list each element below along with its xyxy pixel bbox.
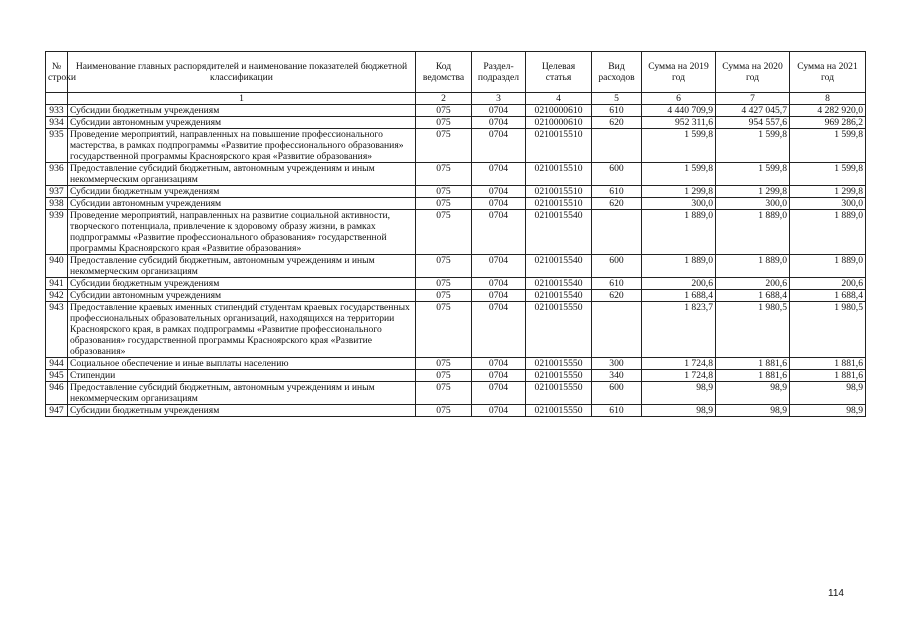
table-row [46, 129, 866, 163]
table-row [46, 382, 866, 405]
expense-kind: 610 [592, 186, 642, 198]
col-header-section: Раздел-подраздел [472, 52, 526, 93]
column-number: 3 [472, 93, 526, 105]
section-code: 0704 [472, 358, 526, 370]
dept-code: 075 [416, 405, 472, 417]
target-article: 0210015540 [526, 290, 592, 302]
target-article: 0210000610 [526, 117, 592, 129]
expense-kind: 600 [592, 163, 642, 186]
sum-2019: 200,6 [642, 278, 716, 290]
table-row [46, 302, 866, 358]
sum-2020: 1 980,5 [716, 302, 790, 358]
col-header-dept-code: Код ведомства [416, 52, 472, 93]
target-article: 0210015550 [526, 302, 592, 358]
row-name: Субсидии бюджетным учреждениям [68, 186, 416, 198]
row-number: 939 [46, 210, 68, 255]
budget-table [45, 51, 866, 417]
dept-code: 075 [416, 382, 472, 405]
sum-2020: 200,6 [716, 278, 790, 290]
sum-2021: 1 980,5 [790, 302, 866, 358]
expense-kind: 620 [592, 198, 642, 210]
row-name: Субсидии бюджетным учреждениям [68, 278, 416, 290]
expense-kind: 600 [592, 382, 642, 405]
row-number: 942 [46, 290, 68, 302]
col-header-sum-2021: Сумма на 2021 год [790, 52, 866, 93]
table-row [46, 105, 866, 117]
row-number: 938 [46, 198, 68, 210]
column-number: 6 [642, 93, 716, 105]
col-header-target-article: Целевая статья [526, 52, 592, 93]
row-name: Предоставление субсидий бюджетным, автономным учреждениям и иным некоммерческим организациям [68, 255, 416, 278]
section-code: 0704 [472, 129, 526, 163]
target-article: 0210015550 [526, 405, 592, 417]
sum-2020: 300,0 [716, 198, 790, 210]
dept-code: 075 [416, 186, 472, 198]
section-code: 0704 [472, 105, 526, 117]
sum-2020: 954 557,6 [716, 117, 790, 129]
target-article: 0210015510 [526, 198, 592, 210]
table-row [46, 358, 866, 370]
sum-2019: 952 311,6 [642, 117, 716, 129]
row-number: 936 [46, 163, 68, 186]
sum-2021: 1 299,8 [790, 186, 866, 198]
table-row [46, 290, 866, 302]
row-name: Предоставление субсидий бюджетным, автономным учреждениям и иным некоммерческим организациям [68, 163, 416, 186]
row-name: Проведение мероприятий, направленных на развитие социальной активности, творческого потенциала, привлечение к здоровому образу жизни, в рамках подпрограммы «Развитие профессионального образования» государственной программы Красноярского края «Развитие образования» [68, 210, 416, 255]
sum-2019: 4 440 709,9 [642, 105, 716, 117]
sum-2019: 1 889,0 [642, 210, 716, 255]
target-article: 0210015550 [526, 358, 592, 370]
table-row [46, 370, 866, 382]
dept-code: 075 [416, 302, 472, 358]
row-number: 944 [46, 358, 68, 370]
section-code: 0704 [472, 382, 526, 405]
sum-2020: 1 599,8 [716, 163, 790, 186]
column-number: 7 [716, 93, 790, 105]
section-code: 0704 [472, 210, 526, 255]
expense-kind: 610 [592, 278, 642, 290]
row-name: Социальное обеспечение и иные выплаты населению [68, 358, 416, 370]
expense-kind: 620 [592, 290, 642, 302]
dept-code: 075 [416, 105, 472, 117]
section-code: 0704 [472, 117, 526, 129]
sum-2019: 1 688,4 [642, 290, 716, 302]
sum-2019: 1 599,8 [642, 163, 716, 186]
row-number: 940 [46, 255, 68, 278]
row-name: Субсидии бюджетным учреждениям [68, 105, 416, 117]
col-header-sum-2020: Сумма на 2020 год [716, 52, 790, 93]
sum-2021: 300,0 [790, 198, 866, 210]
sum-2019: 1 299,8 [642, 186, 716, 198]
row-number: 943 [46, 302, 68, 358]
section-code: 0704 [472, 163, 526, 186]
column-number: 5 [592, 93, 642, 105]
column-number [46, 93, 68, 105]
dept-code: 075 [416, 370, 472, 382]
dept-code: 075 [416, 117, 472, 129]
sum-2021: 1 599,8 [790, 163, 866, 186]
sum-2019: 1 599,8 [642, 129, 716, 163]
header-row [46, 52, 866, 93]
target-article: 0210015510 [526, 163, 592, 186]
row-number: 945 [46, 370, 68, 382]
page-number: 114 [828, 588, 844, 599]
sum-2020: 1 599,8 [716, 129, 790, 163]
section-code: 0704 [472, 290, 526, 302]
row-number: 937 [46, 186, 68, 198]
sum-2019: 1 724,8 [642, 370, 716, 382]
target-article: 0210015540 [526, 255, 592, 278]
col-header-sum-2019: Сумма на 2019 год [642, 52, 716, 93]
dept-code: 075 [416, 163, 472, 186]
sum-2020: 1 881,6 [716, 370, 790, 382]
row-number: 935 [46, 129, 68, 163]
row-name: Стипендии [68, 370, 416, 382]
row-name: Предоставление краевых именных стипендий студентам краевых государственных профессиональных образовательных организаций, находящихся на территории Красноярского края, в рамках подпрограммы «Развитие профессионального образования» государственной программы Красноярского края «Развитие образования» [68, 302, 416, 358]
expense-kind: 620 [592, 117, 642, 129]
section-code: 0704 [472, 198, 526, 210]
column-number: 8 [790, 93, 866, 105]
row-number: 941 [46, 278, 68, 290]
sum-2021: 98,9 [790, 382, 866, 405]
sum-2019: 1 724,8 [642, 358, 716, 370]
section-code: 0704 [472, 370, 526, 382]
sum-2019: 1 823,7 [642, 302, 716, 358]
row-number: 947 [46, 405, 68, 417]
row-name: Предоставление субсидий бюджетным, автономным учреждениям и иным некоммерческим организациям [68, 382, 416, 405]
row-name: Субсидии автономным учреждениям [68, 290, 416, 302]
sum-2020: 1 889,0 [716, 210, 790, 255]
sum-2020: 98,9 [716, 405, 790, 417]
sum-2021: 1 881,6 [790, 370, 866, 382]
target-article: 0210015510 [526, 129, 592, 163]
table-row [46, 255, 866, 278]
col-header-row-number: № строки [46, 52, 68, 93]
section-code: 0704 [472, 278, 526, 290]
col-header-expense-kind: Вид расходов [592, 52, 642, 93]
dept-code: 075 [416, 358, 472, 370]
row-number: 946 [46, 382, 68, 405]
sum-2021: 200,6 [790, 278, 866, 290]
target-article: 0210015510 [526, 186, 592, 198]
sum-2020: 1 889,0 [716, 255, 790, 278]
sum-2020: 4 427 045,7 [716, 105, 790, 117]
sum-2020: 98,9 [716, 382, 790, 405]
row-name: Проведение мероприятий, направленных на повышение профессионального мастерства, в рамках подпрограммы «Развитие профессионального образования» государственной программы Красноярского края «Развитие образования» [68, 129, 416, 163]
expense-kind: 340 [592, 370, 642, 382]
section-code: 0704 [472, 405, 526, 417]
dept-code: 075 [416, 129, 472, 163]
dept-code: 075 [416, 198, 472, 210]
sum-2019: 98,9 [642, 405, 716, 417]
target-article: 0210000610 [526, 105, 592, 117]
sum-2021: 1 889,0 [790, 210, 866, 255]
dept-code: 075 [416, 290, 472, 302]
sum-2021: 969 286,2 [790, 117, 866, 129]
sum-2021: 1 599,8 [790, 129, 866, 163]
sum-2020: 1 881,6 [716, 358, 790, 370]
sum-2019: 98,9 [642, 382, 716, 405]
table-row [46, 405, 866, 417]
target-article: 0210015550 [526, 382, 592, 405]
sum-2020: 1 299,8 [716, 186, 790, 198]
dept-code: 075 [416, 210, 472, 255]
column-number-row [46, 93, 866, 105]
target-article: 0210015540 [526, 278, 592, 290]
sum-2021: 4 282 920,0 [790, 105, 866, 117]
col-header-name: Наименование главных распорядителей и наименование показателей бюджетной классификации [68, 52, 416, 93]
sum-2021: 1 881,6 [790, 358, 866, 370]
expense-kind: 610 [592, 105, 642, 117]
row-number: 934 [46, 117, 68, 129]
expense-kind: 600 [592, 255, 642, 278]
column-number: 2 [416, 93, 472, 105]
table-body [46, 105, 866, 417]
expense-kind: 300 [592, 358, 642, 370]
table-row [46, 186, 866, 198]
sum-2021: 1 688,4 [790, 290, 866, 302]
dept-code: 075 [416, 255, 472, 278]
dept-code: 075 [416, 278, 472, 290]
column-number: 1 [68, 93, 416, 105]
table-row [46, 278, 866, 290]
sum-2020: 1 688,4 [716, 290, 790, 302]
column-number: 4 [526, 93, 592, 105]
row-number: 933 [46, 105, 68, 117]
sum-2021: 1 889,0 [790, 255, 866, 278]
table-row [46, 198, 866, 210]
section-code: 0704 [472, 255, 526, 278]
section-code: 0704 [472, 302, 526, 358]
sum-2019: 300,0 [642, 198, 716, 210]
expense-kind [592, 302, 642, 358]
target-article: 0210015550 [526, 370, 592, 382]
row-name: Субсидии автономным учреждениям [68, 117, 416, 129]
sum-2019: 1 889,0 [642, 255, 716, 278]
expense-kind [592, 129, 642, 163]
table-row [46, 210, 866, 255]
table-row [46, 117, 866, 129]
expense-kind [592, 210, 642, 255]
expense-kind: 610 [592, 405, 642, 417]
sum-2021: 98,9 [790, 405, 866, 417]
row-name: Субсидии автономным учреждениям [68, 198, 416, 210]
row-name: Субсидии бюджетным учреждениям [68, 405, 416, 417]
section-code: 0704 [472, 186, 526, 198]
table-row [46, 163, 866, 186]
target-article: 0210015540 [526, 210, 592, 255]
